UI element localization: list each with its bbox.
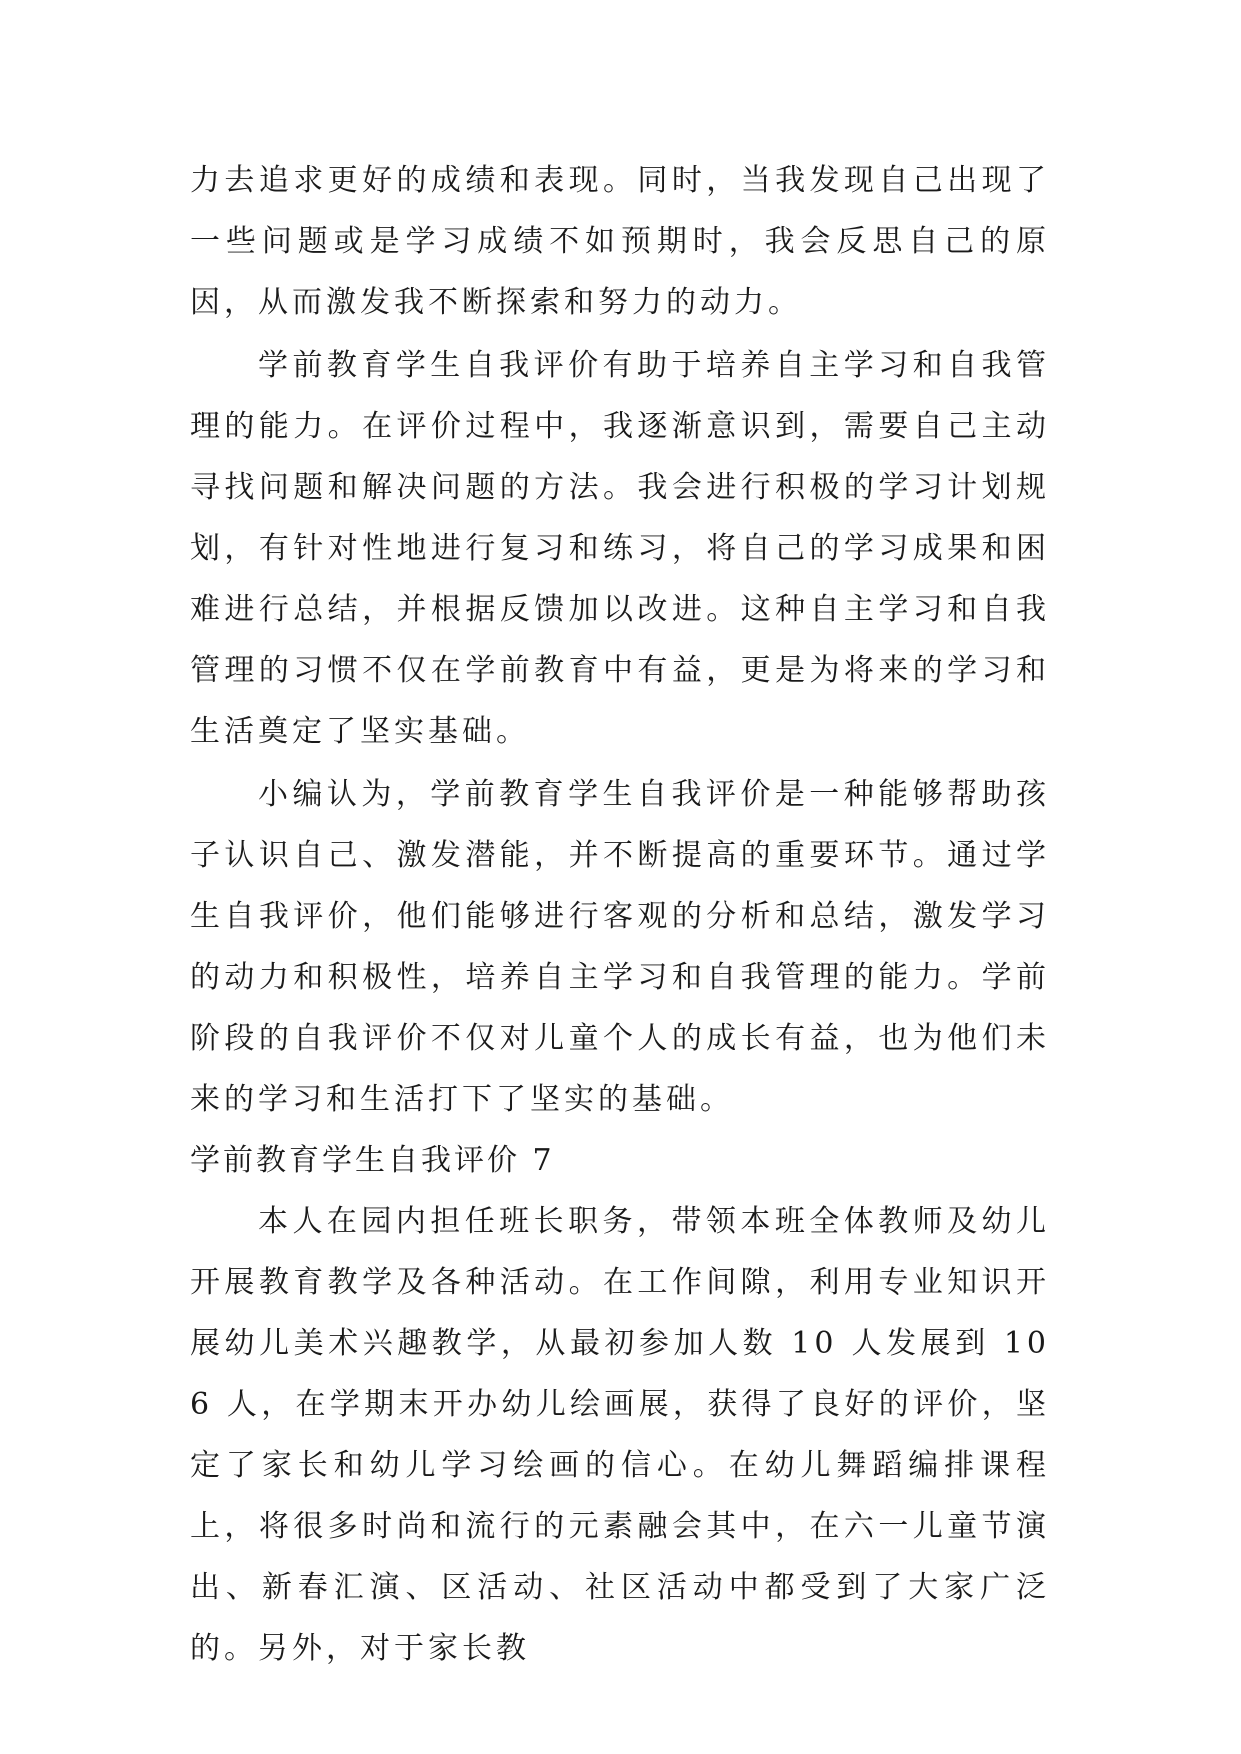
paragraph-class-leader: 本人在园内担任班长职务，带领本班全体教师及幼儿开展教育教学及各种活动。在工作间隙，利用专业知识开展幼儿美术兴趣教学，从最初参加人数 10 人发展到 106 人，在学期末开办幼儿绘画展，获得了良好的评价，坚定了家长和幼儿学习绘画的信心。在幼儿舞蹈编排课程上，将很多时尚和流行的元素融会其中，在六一儿童节演出、新春汇演、区活动、社区活动中都受到了大家广泛的。另外，对于家长教 <box>190 1204 1050 1666</box>
paragraph-self-management: 学前教育学生自我评价有助于培养自主学习和自我管理的能力。在评价过程中，我逐渐意识到，需要自己主动寻找问题和解决问题的方法。我会进行积极的学习计划规划，有针对性地进行复习和练习，将自己的学习成果和困难进行总结，并根据反馈加以改进。这种自主学习和自我管理的习惯不仅在学前教育中有益，更是为将来的学习和生活奠定了坚实基础。 <box>190 348 1050 749</box>
paragraph-editor-conclusion: 小编认为，学前教育学生自我评价是一种能够帮助孩子认识自己、激发潜能，并不断提高的重要环节。通过学生自我评价，他们能够进行客观的分析和总结，激发学习的动力和积极性，培养自主学习和自我管理的能力。学前阶段的自我评价不仅对儿童个人的成长有益，也为他们未来的学习和生活打下了坚实的基础。 <box>190 777 1050 1117</box>
section-heading: 学前教育学生自我评价 7 <box>190 1143 555 1178</box>
paragraph-continuation: 力去追求更好的成绩和表现。同时，当我发现自己出现了一些问题或是学习成绩不如预期时，我会反思自己的原因，从而激发我不断探索和努力的动力。 <box>190 163 1050 320</box>
document-body <box>190 150 1050 1679</box>
